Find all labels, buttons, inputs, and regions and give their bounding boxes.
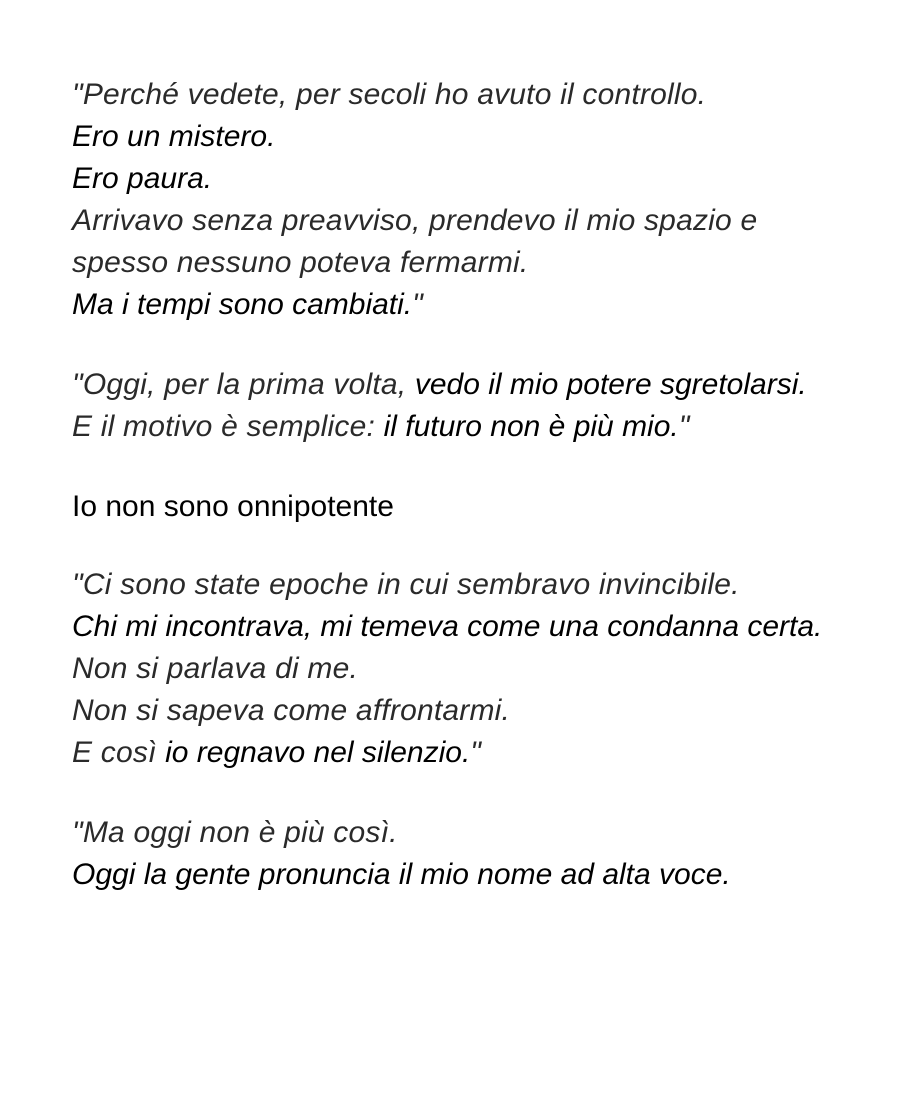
closing-quote: ": [678, 410, 690, 443]
text-run: E così: [72, 736, 166, 769]
text-line-mixed: [72, 406, 862, 448]
document-body: [72, 74, 862, 934]
text-line-mixed: [72, 732, 862, 774]
text-line: Non si sapeva come affrontarmi.: [72, 694, 511, 727]
text-line: "Ma oggi non è più così.: [72, 816, 398, 849]
emphasis-text: io regnavo nel silenzio.: [165, 736, 471, 769]
paragraph-1: [72, 74, 862, 326]
section-heading: [72, 486, 862, 528]
closing-quote: ": [470, 736, 482, 769]
text-line-emphasis: Chi mi incontrava, mi temeva come una condanna certa.: [72, 610, 823, 643]
emphasis-text: il futuro non è più mio.: [383, 410, 679, 443]
text-line-emphasis: Ero un mistero.: [72, 120, 276, 153]
text-line-mixed: [72, 364, 862, 406]
paragraph-3: [72, 564, 862, 774]
paragraph-4: [72, 812, 862, 896]
closing-quote: ": [412, 288, 423, 321]
text-line: "Perché vedete, per secoli ho avuto il controllo.: [72, 78, 707, 111]
text-line-emphasis: Ero paura.: [72, 162, 213, 195]
text-line: Non si parlava di me.: [72, 652, 358, 685]
text-line-emphasis: Oggi la gente pronuncia il mio nome ad alta voce.: [72, 858, 731, 891]
paragraph-2: [72, 364, 862, 448]
text-line-mixed: [72, 284, 862, 326]
text-line: "Ci sono state epoche in cui sembravo invincibile.: [72, 568, 740, 601]
text-run: "Oggi, per la prima volta,: [72, 368, 415, 401]
heading-text: Io non sono onnipotente: [72, 490, 394, 523]
emphasis-text: vedo il mio potere sgretolarsi.: [414, 368, 807, 401]
text-run: E il motivo è semplice:: [72, 410, 384, 443]
emphasis-text: Ma i tempi sono cambiati.: [72, 288, 413, 321]
text-line: Arrivavo senza preavviso, prendevo il mio spazio e spesso nessuno poteva fermarmi.: [72, 204, 758, 279]
